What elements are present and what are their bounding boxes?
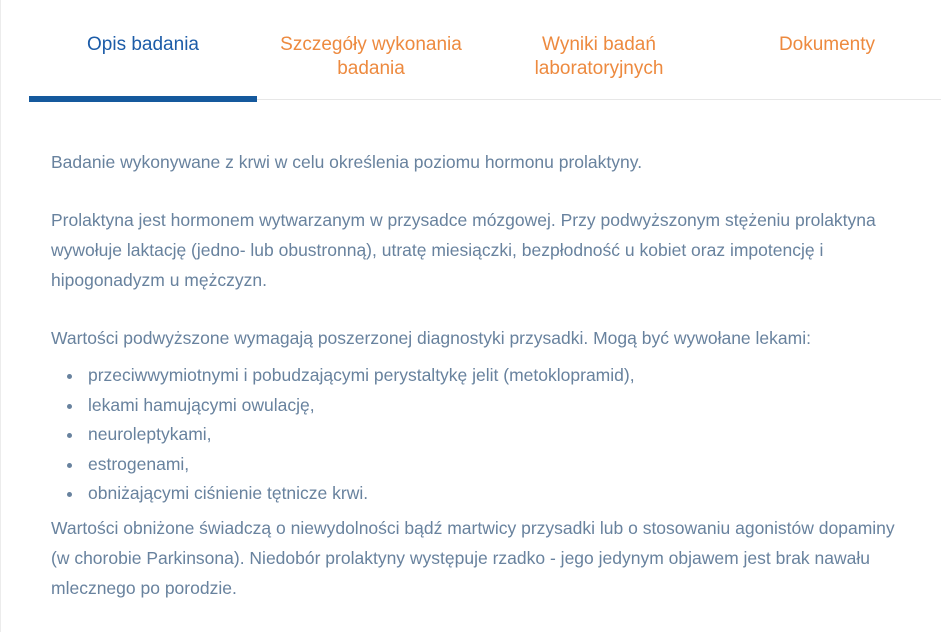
tab-szczegoly-wykonania-badania[interactable] (257, 33, 485, 99)
active-tab-underline (29, 96, 257, 102)
list-item: • neuroleptykami, (84, 420, 910, 450)
elevated-values-paragraph: Wartości podwyższone wymagają poszerzonej diagnostyki przysadki. Mogą być wywołane lekami: (51, 328, 811, 348)
tab-content-opis-badania (1, 100, 948, 603)
list-item: • estrogenami, (84, 450, 910, 480)
drug-causes-list (51, 361, 910, 509)
tab-dokumenty[interactable] (713, 33, 941, 99)
hormone-description-paragraph: Prolaktyna jest hormonem wytwarzanym w przysadce mózgowej. Przy podwyższonym stężeniu prolaktyna wywołuje laktację (jedno- lub obustronną), utratę miesiączki, bezpłodność u kobiet oraz impotencję i hipogonadyzm u mężczyzn. (51, 210, 876, 290)
tab-bar (29, 0, 941, 100)
tab-label: Opis badania (87, 34, 199, 55)
list-item: • przeciwwymiotnymi i pobudzającymi perystaltykę jelit (metoklopramid), (84, 361, 910, 391)
list-item: • lekami hamującymi owulację, (84, 391, 910, 421)
tab-opis-badania[interactable] (29, 33, 257, 99)
intro-paragraph: Badanie wykonywane z krwi w celu określenia poziomu hormonu prolaktyny. (51, 152, 643, 172)
tab-label: Wyniki badań laboratoryjnych (534, 34, 664, 79)
list-item: • obniżającymi ciśnienie tętnicze krwi. (84, 479, 910, 509)
tab-wyniki-badan-laboratoryjnych[interactable] (485, 33, 713, 99)
lowered-values-paragraph: Wartości obniżone świadczą o niewydolności bądź martwicy przysadki lub o stosowaniu agonistów dopaminy (w chorobie Parkinsona). Niedobór prolaktyny występuje rzadko - jego jedynym objawem jest brak nawału mlecznego po porodzie. (51, 517, 895, 598)
tab-label: Szczegóły wykonania badania (280, 34, 462, 79)
tab-label: Dokumenty (778, 34, 876, 55)
